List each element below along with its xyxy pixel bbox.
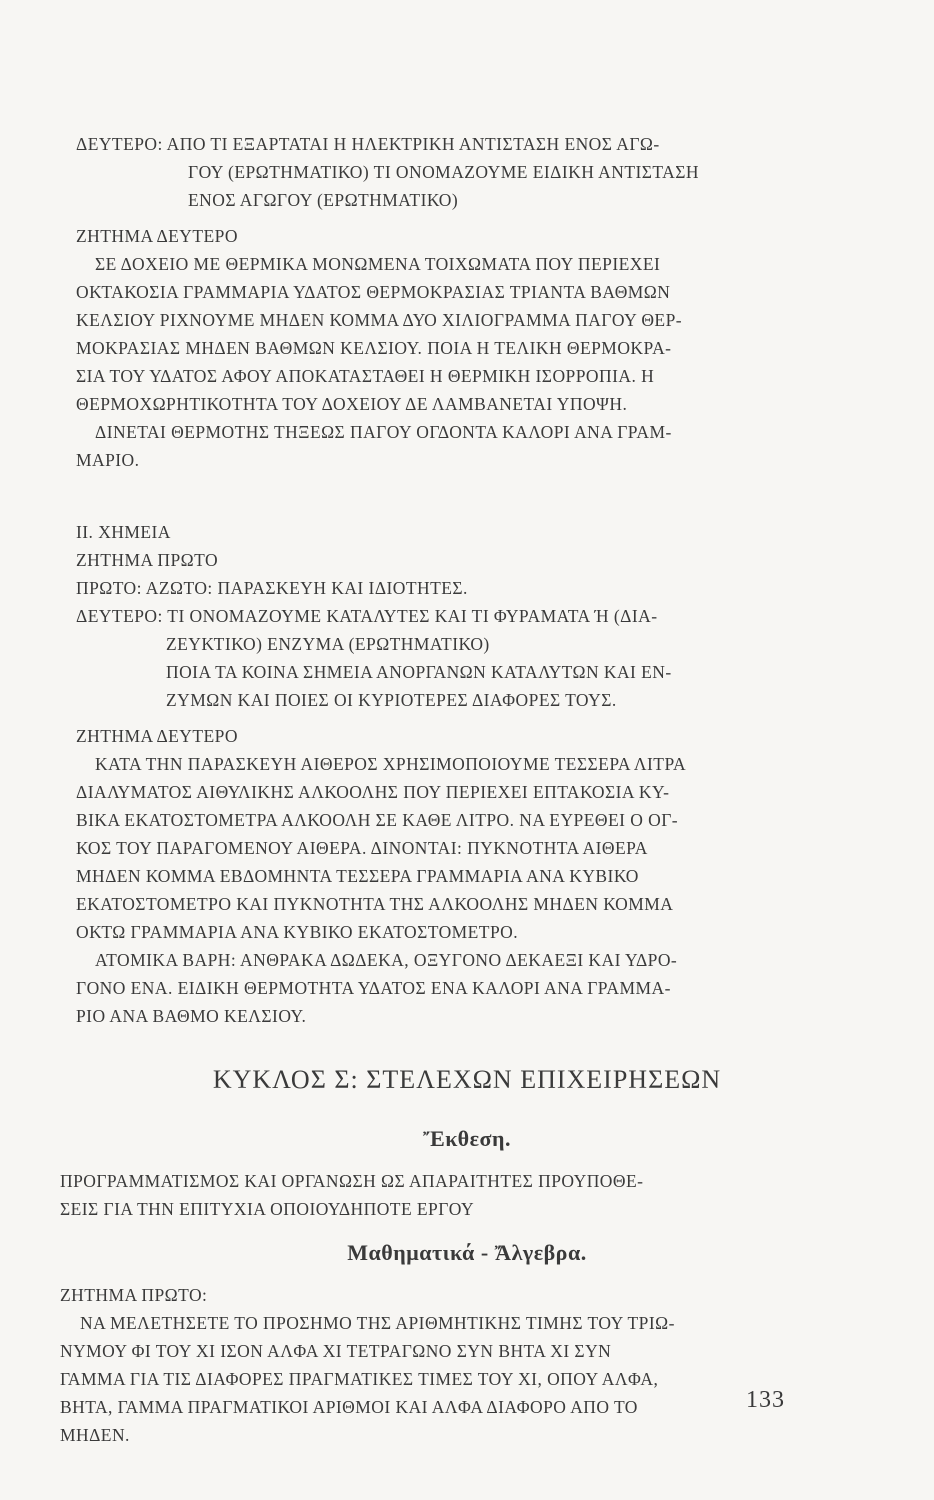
chemistry-zitima-1: ΖΗΤΗΜΑ ΠΡΩΤΟ bbox=[76, 550, 219, 570]
chemistry-proto: ΠΡΩΤΟ: ΑΖΩΤΟ: ΠΑΡΑΣΚΕΥΗ ΚΑΙ ΙΔΙΟΤΗΤΕΣ. bbox=[76, 578, 468, 598]
chemistry-line: ΓΟΝΟ ΕΝΑ. ΕΙΔΙΚΗ ΘΕΡΜΟΤΗΤΑ ΥΔΑΤΟΣ ΕΝΑ ΚΑΛΟΡΙ ΑΝΑ ΓΡΑΜΜΑ- bbox=[76, 978, 671, 998]
physics-deutero-line-1: ΔΕΥΤΕΡΟ: ΑΠΟ ΤΙ ΕΞΑΡΤΑΤΑΙ Η ΗΛΕΚΤΡΙΚΗ ΑΝΤΙΣΤΑΣΗ ΕΝΟΣ ΑΓΩ- bbox=[76, 134, 660, 154]
physics-line: ΘΕΡΜΟΧΩΡΗΤΙΚΟΤΗΤΑ ΤΟΥ ΔΟΧΕΙΟΥ ΔΕ ΛΑΜΒΑΝΕΤΑΙ ΥΠΟΨΗ. bbox=[76, 394, 628, 414]
cycle-title: ΚΥΚΛΟΣ Σ: ΣΤΕΛΕΧΩΝ ΕΠΙΧΕΙΡΗΣΕΩΝ bbox=[212, 1065, 722, 1094]
chemistry-zitima-2: ΖΗΤΗΜΑ ΔΕΥΤΕΡΟ bbox=[76, 726, 238, 746]
physics-line: ΔΙΝΕΤΑΙ ΘΕΡΜΟΤΗΣ ΤΗΞΕΩΣ ΠΑΓΟΥ ΟΓΔΟΝΤΑ ΚΑΛΟΡΙ ΑΝΑ ΓΡΑΜ- bbox=[95, 422, 672, 442]
chemistry-deutero-line-4: ΖΥΜΩΝ ΚΑΙ ΠΟΙΕΣ ΟΙ ΚΥΡΙΟΤΕΡΕΣ ΔΙΑΦΟΡΕΣ ΤΟΥΣ. bbox=[166, 690, 617, 710]
math-line: ΝΥΜΟΥ ΦΙ ΤΟΥ ΧΙ ΙΣΟΝ ΑΛΦΑ ΧΙ ΤΕΤΡΑΓΩΝΟ ΣΥΝ ΒΗΤΑ ΧΙ ΣΥΝ bbox=[60, 1341, 612, 1361]
chemistry-line: ΑΤΟΜΙΚΑ ΒΑΡΗ: ΑΝΘΡΑΚΑ ΔΩΔΕΚΑ, ΟΞΥΓΟΝΟ ΔΕΚΑΕΞΙ ΚΑΙ ΥΔΡΟ- bbox=[95, 950, 678, 970]
physics-line: ΜΑΡΙΟ. bbox=[76, 450, 140, 470]
physics-deutero-line-3: ΕΝΟΣ ΑΓΩΓΟΥ (ΕΡΩΤΗΜΑΤΙΚΟ) bbox=[188, 190, 459, 210]
chemistry-line: ΟΚΤΩ ΓΡΑΜΜΑΡΙΑ ΑΝΑ ΚΥΒΙΚΟ ΕΚΑΤΟΣΤΟΜΕΤΡΟ. bbox=[76, 922, 519, 942]
physics-line: ΟΚΤΑΚΟΣΙΑ ΓΡΑΜΜΑΡΙΑ ΥΔΑΤΟΣ ΘΕΡΜΟΚΡΑΣΙΑΣ ΤΡΙΑΝΤΑ ΒΑΘΜΩΝ bbox=[76, 282, 671, 302]
physics-deutero-line-2: ΓΟΥ (ΕΡΩΤΗΜΑΤΙΚΟ) ΤΙ ΟΝΟΜΑΖΟΥΜΕ ΕΙΔΙΚΗ ΑΝΤΙΣΤΑΣΗ bbox=[188, 162, 699, 182]
math-line: ΝΑ ΜΕΛΕΤΗΣΕΤΕ ΤΟ ΠΡΟΣΗΜΟ ΤΗΣ ΑΡΙΘΜΗΤΙΚΗΣ ΤΙΜΗΣ ΤΟΥ ΤΡΙΩ- bbox=[80, 1313, 675, 1333]
math-line: ΒΗΤΑ, ΓΑΜΜΑ ΠΡΑΓΜΑΤΙΚΟΙ ΑΡΙΘΜΟΙ ΚΑΙ ΑΛΦΑ ΔΙΑΦΟΡΟ ΑΠΟ ΤΟ bbox=[60, 1397, 638, 1417]
chemistry-section-title: ΙΙ. ΧΗΜΕΙΑ bbox=[76, 522, 171, 542]
chemistry-deutero-line-2: ΖΕΥΚΤΙΚΟ) ΕΝΖΥΜΑ (ΕΡΩΤΗΜΑΤΙΚΟ) bbox=[166, 634, 490, 654]
physics-line: ΣΕ ΔΟΧΕΙΟ ΜΕ ΘΕΡΜΙΚΑ ΜΟΝΩΜΕΝΑ ΤΟΙΧΩΜΑΤΑ ΠΟΥ ΠΕΡΙΕΧΕΙ bbox=[95, 254, 661, 274]
chemistry-line: ΕΚΑΤΟΣΤΟΜΕΤΡΟ ΚΑΙ ΠΥΚΝΟΤΗΤΑ ΤΗΣ ΑΛΚΟΟΛΗΣ ΜΗΔΕΝ ΚΟΜΜΑ bbox=[76, 894, 674, 914]
chemistry-line: ΚΑΤΑ ΤΗΝ ΠΑΡΑΣΚΕΥΗ ΑΙΘΕΡΟΣ ΧΡΗΣΙΜΟΠΟΙΟΥΜΕ ΤΕΣΣΕΡΑ ΛΙΤΡΑ bbox=[95, 754, 687, 774]
chemistry-deutero-line-3: ΠΟΙΑ ΤΑ ΚΟΙΝΑ ΣΗΜΕΙΑ ΑΝΟΡΓΑΝΩΝ ΚΑΤΑΛΥΤΩΝ ΚΑΙ ΕΝ- bbox=[166, 662, 672, 682]
math-line: ΜΗΔΕΝ. bbox=[60, 1425, 130, 1445]
chemistry-line: ΡΙΟ ΑΝΑ ΒΑΘΜΟ ΚΕΛΣΙΟΥ. bbox=[76, 1006, 307, 1026]
physics-line: ΚΕΛΣΙΟΥ ΡΙΧΝΟΥΜΕ ΜΗΔΕΝ ΚΟΜΜΑ ΔΥΟ ΧΙΛΙΟΓΡΑΜΜΑ ΠΑΓΟΥ ΘΕΡ- bbox=[76, 310, 683, 330]
physics-line: ΣΙΑ ΤΟΥ ΥΔΑΤΟΣ ΑΦΟΥ ΑΠΟΚΑΤΑΣΤΑΘΕΙ Η ΘΕΡΜΙΚΗ ΙΣΟΡΡΟΠΙΑ. Η bbox=[76, 366, 655, 386]
chemistry-line: ΜΗΔΕΝ ΚΟΜΜΑ ΕΒΔΟΜΗΝΤΑ ΤΕΣΣΕΡΑ ΓΡΑΜΜΑΡΙΑ ΑΝΑ ΚΥΒΙΚΟ bbox=[76, 866, 639, 886]
page-number: 133 bbox=[746, 1387, 785, 1413]
ekthesi-line-2: ΣΕΙΣ ΓΙΑ ΤΗΝ ΕΠΙΤΥΧΙΑ ΟΠΟΙΟΥΔΗΠΟΤΕ ΕΡΓΟΥ bbox=[60, 1199, 475, 1219]
chemistry-line: ΔΙΑΛΥΜΑΤΟΣ ΑΙΘΥΛΙΚΗΣ ΑΛΚΟΟΛΗΣ ΠΟΥ ΠΕΡΙΕΧΕΙ ΕΠΤΑΚΟΣΙΑ ΚΥ- bbox=[76, 782, 670, 802]
math-zitima: ΖΗΤΗΜΑ ΠΡΩΤΟ: bbox=[60, 1285, 208, 1305]
chemistry-line: ΚΟΣ ΤΟΥ ΠΑΡΑΓΟΜΕΝΟΥ ΑΙΘΕΡΑ. ΔΙΝΟΝΤΑΙ: ΠΥΚΝΟΤΗΤΑ ΑΙΘΕΡΑ bbox=[76, 838, 648, 858]
physics-zitima-title: ΖΗΤΗΜΑ ΔΕΥΤΕΡΟ bbox=[76, 226, 238, 246]
ekthesi-line-1: ΠΡΟΓΡΑΜΜΑΤΙΣΜΟΣ ΚΑΙ ΟΡΓΑΝΩΣΗ ΩΣ ΑΠΑΡΑΙΤΗΤΕΣ ΠΡΟΥΠΟΘΕ- bbox=[60, 1171, 644, 1191]
chemistry-line: ΒΙΚΑ ΕΚΑΤΟΣΤΟΜΕΤΡΑ ΑΛΚΟΟΛΗ ΣΕ ΚΑΘΕ ΛΙΤΡΟ. ΝΑ ΕΥΡΕΘΕΙ Ο ΟΓ- bbox=[76, 810, 679, 830]
math-line: ΓΑΜΜΑ ΓΙΑ ΤΙΣ ΔΙΑΦΟΡΕΣ ΠΡΑΓΜΑΤΙΚΕΣ ΤΙΜΕΣ ΤΟΥ ΧΙ, ΟΠΟΥ ΑΛΦΑ, bbox=[60, 1369, 659, 1389]
ekthesi-title: Ἔκθεση. bbox=[422, 1126, 511, 1151]
chemistry-deutero-line-1: ΔΕΥΤΕΡΟ: ΤΙ ΟΝΟΜΑΖΟΥΜΕ ΚΑΤΑΛΥΤΕΣ ΚΑΙ ΤΙ ΦΥΡΑΜΑΤΑ Ή (ΔΙΑ- bbox=[76, 606, 658, 626]
math-title: Μαθηματικά - Ἄλγεβρα. bbox=[347, 1240, 587, 1265]
physics-line: ΜΟΚΡΑΣΙΑΣ ΜΗΔΕΝ ΒΑΘΜΩΝ ΚΕΛΣΙΟΥ. ΠΟΙΑ Η ΤΕΛΙΚΗ ΘΕΡΜΟΚΡΑ- bbox=[76, 338, 672, 358]
